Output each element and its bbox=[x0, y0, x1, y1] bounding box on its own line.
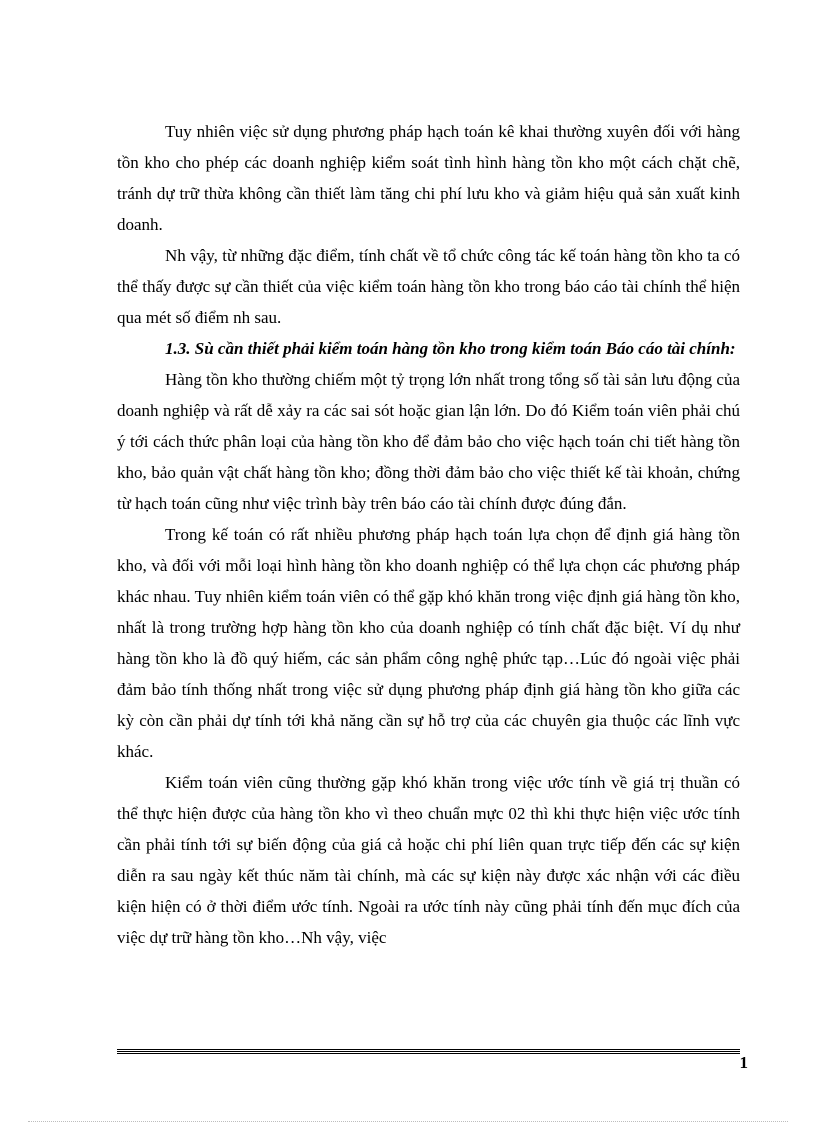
paragraph-valuation-methods: Trong kế toán có rất nhiều phương pháp hạch toán lựa chọn để định giá hàng tồn kho, và đối với mỗi loại hình hàng tồn kho doanh nghiệp có thể lựa chọn các phương pháp khác nhau. Tuy nhiên kiểm toán viên có thể gặp khó khăn trong việc định giá hàng tồn kho, nhất là trong trường hợp hàng tồn kho của doanh nghiệp có tính chất đặc biệt. Ví dụ như hàng tồn kho là đồ quý hiếm, các sản phẩm công nghệ phức tạp…Lúc đó ngoài việc phải đảm bảo tính thống nhất trong việc sử dụng phương pháp định giá hàng tồn kho giữa các kỳ còn cần phải dự tính tới khả năng cần sự hỗ trợ của các chuyên gia thuộc các lĩnh vực khác. bbox=[117, 525, 740, 761]
footer-rule-top bbox=[117, 1049, 740, 1050]
paragraph-net-realizable-value: Kiểm toán viên cũng thường gặp khó khăn trong việc ước tính về giá trị thuần có thể thực hiện được của hàng tồn kho vì theo chuẩn mực 02 thì khi thực hiện việc ước tính cần phải tính tới sự biến động của giá cả hoặc chi phí liên quan trực tiếp đến các sự kiện diễn ra sau ngày kết thúc năm tài chính, mà các sự kiện này được xác nhận với các điều kiện hiện có ở thời điểm ước tính. Ngoài ra ước tính này cũng phải tính đến mục đích của việc dự trữ hàng tồn kho…Nh vậy, việc bbox=[117, 773, 740, 947]
footer-rule-middle bbox=[117, 1051, 740, 1052]
page-number: 1 bbox=[739, 1053, 748, 1072]
paragraph-perpetual-inventory: Tuy nhiên việc sử dụng phương pháp hạch toán kê khai thường xuyên đối với hàng tồn kho cho phép các doanh nghiệp kiểm soát tình hình hàng tồn kho một cách chặt chẽ, tránh dự trữ thừa không cần thiết làm tăng chi phí lưu kho và giảm hiệu quả sản xuất kinh doanh. bbox=[117, 122, 740, 234]
document-body bbox=[117, 116, 740, 953]
paragraph-necessity-intro: Nh vậy, từ những đặc điểm, tính chất về tổ chức công tác kế toán hàng tồn kho ta có thể thấy được sự cần thiết của việc kiểm toán hàng tồn kho trong báo cáo tài chính thể hiện qua mét số điểm nh sau. bbox=[117, 246, 740, 327]
section-heading-1-3: 1.3. Sù cần thiết phải kiểm toán hàng tồn kho trong kiểm toán Báo cáo tài chính: bbox=[165, 339, 736, 358]
paragraph-inventory-proportion: Hàng tồn kho thường chiếm một tỷ trọng lớn nhất trong tổng số tài sản lưu động của doanh nghiệp và rất dễ xảy ra các sai sót hoặc gian lận lớn. Do đó Kiểm toán viên phải chú ý tới cách thức phân loại của hàng tồn kho để đảm bảo cho việc hạch toán chi tiết hàng tồn kho, bảo quản vật chất hàng tồn kho; đồng thời đảm bảo cho việc thiết kế tài khoản, chứng từ hạch toán cũng như việc trình bày trên báo cáo tài chính được đúng đắn. bbox=[117, 370, 740, 513]
page-edge-divider bbox=[28, 1121, 788, 1122]
footer-rule-bottom bbox=[117, 1053, 740, 1054]
